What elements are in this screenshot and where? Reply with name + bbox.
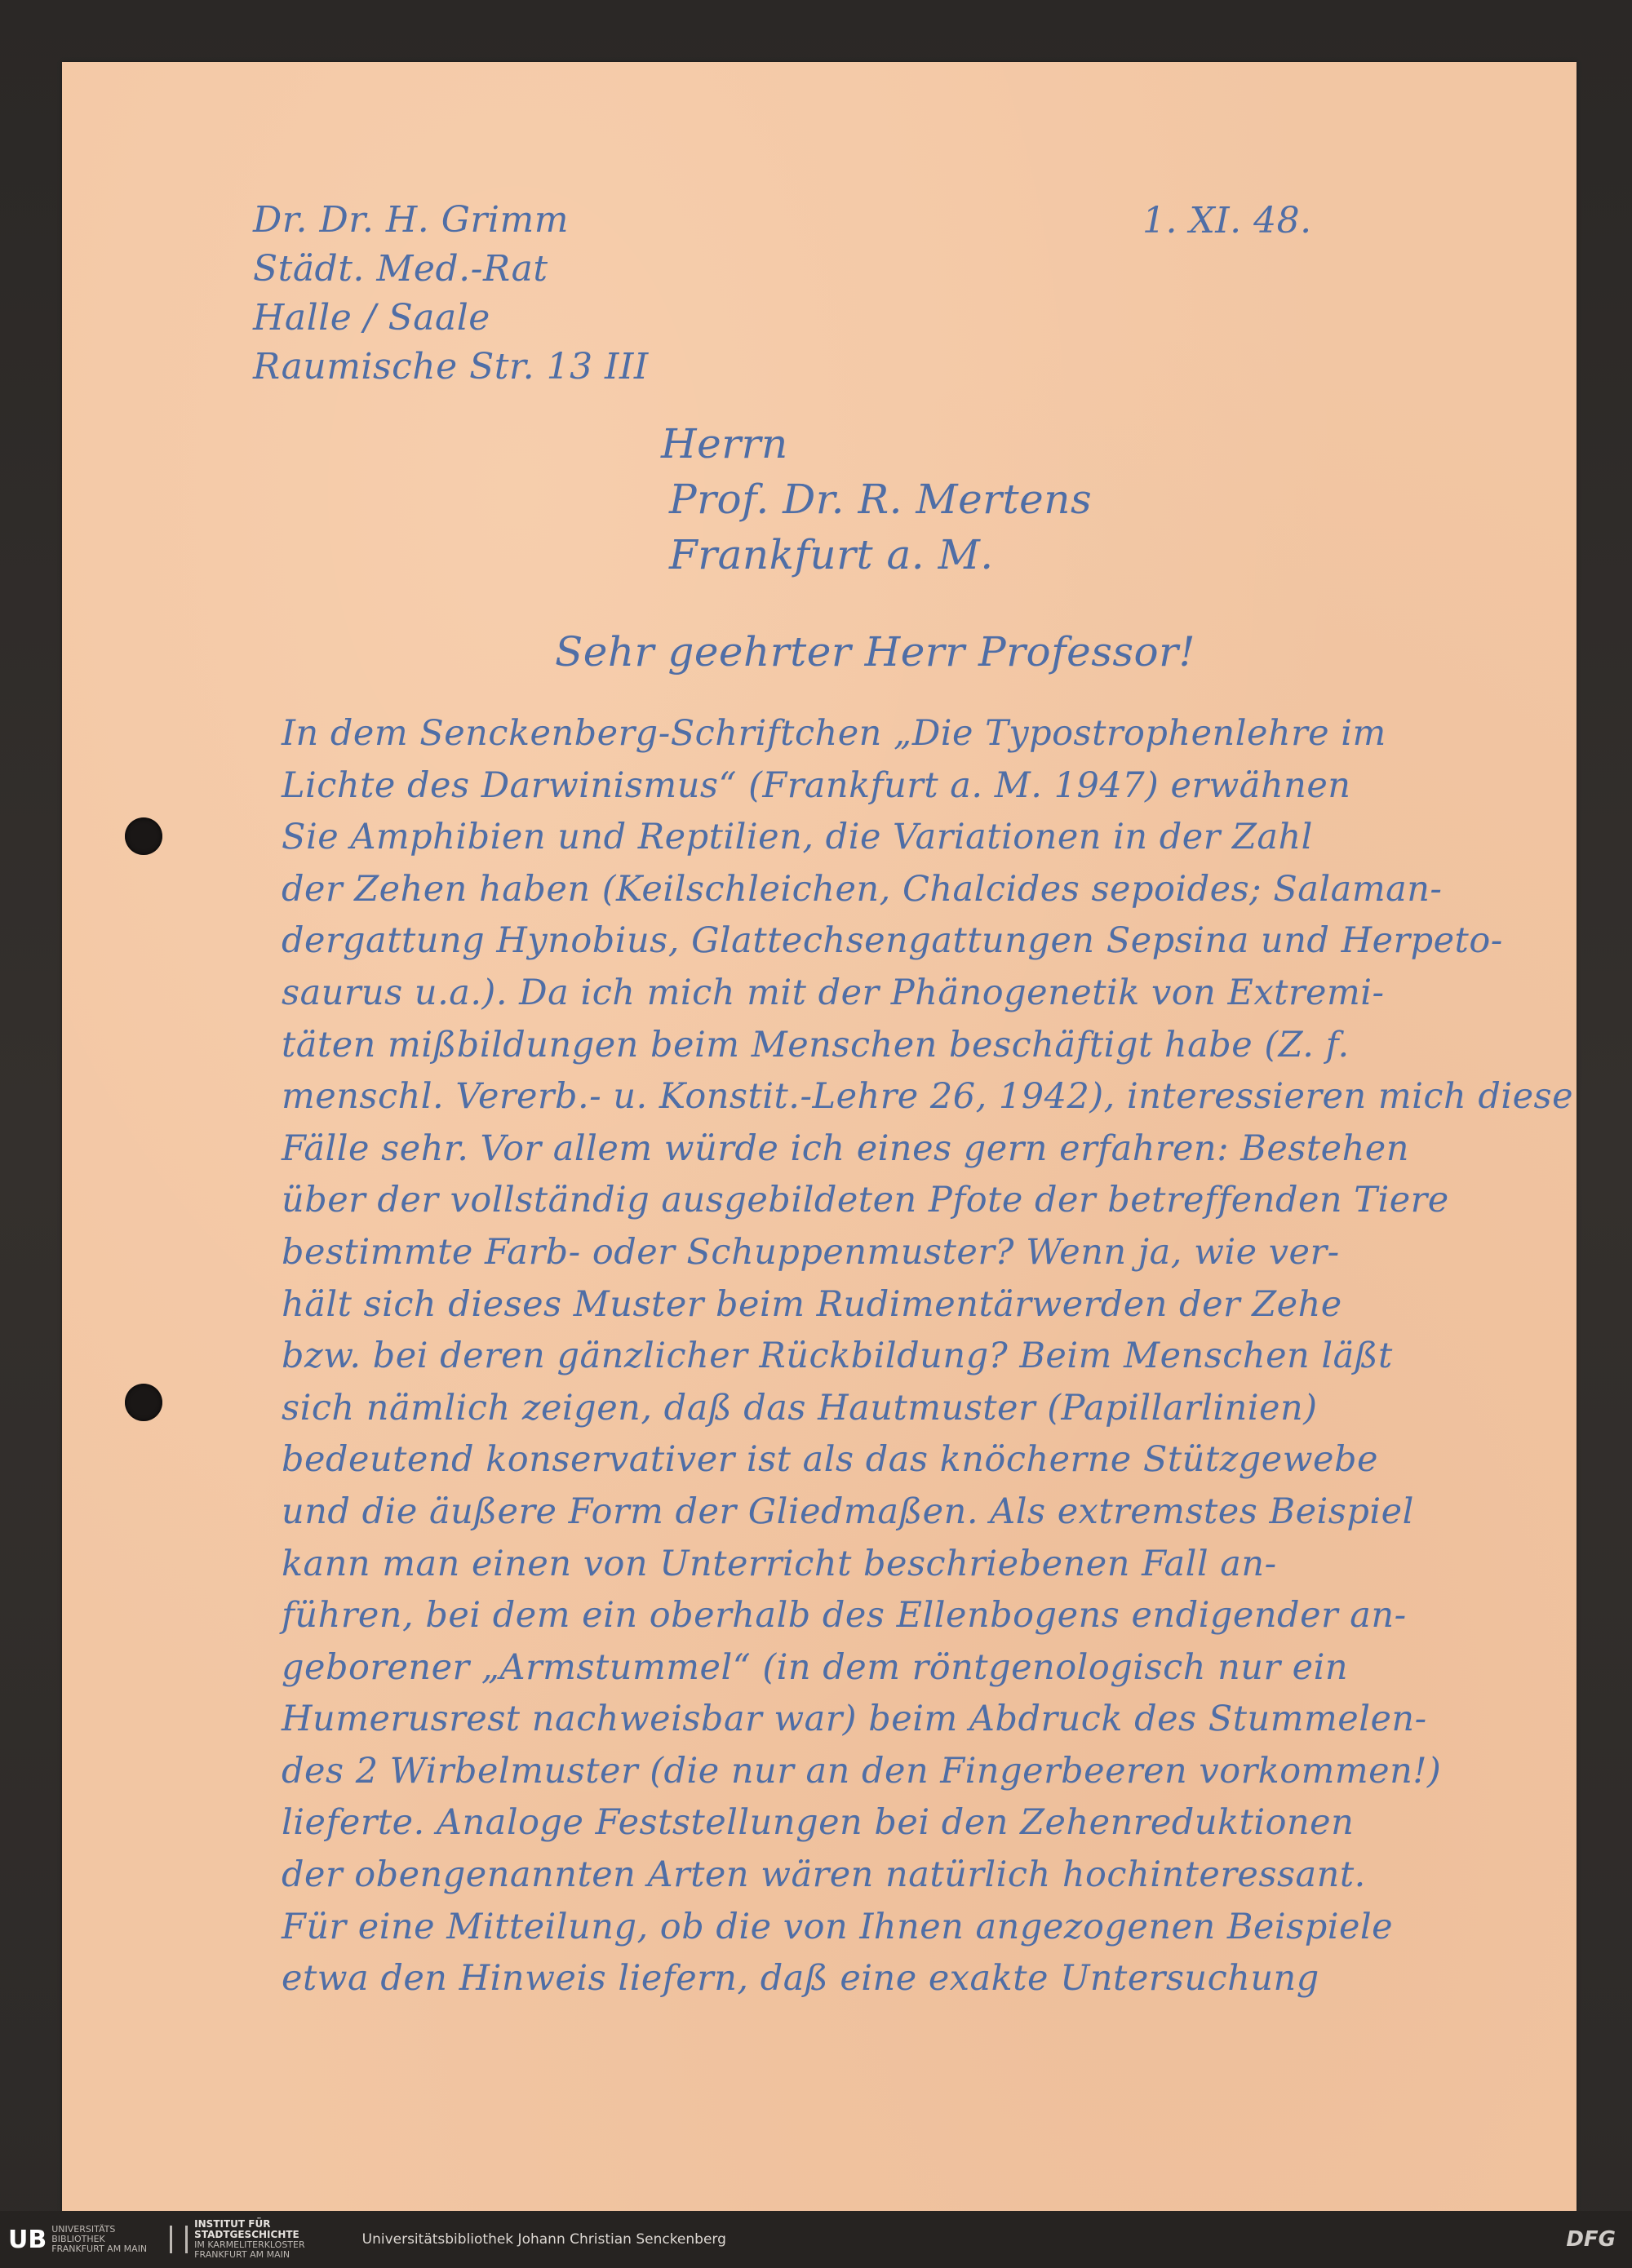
body-line: bedeutend konservativer ist als das knöcherne Stützgewebe <box>282 1439 1378 1481</box>
body-line: täten mißbildungen beim Menschen beschäftigt habe (Z. f. <box>282 1024 1350 1065</box>
dfg-logo: DFG <box>1566 2227 1616 2252</box>
ub-text-line: FRANKFURT AM MAIN <box>51 2244 148 2254</box>
body-line: Lichte des Darwinismus“ (Frankfurt a. M. 1947) erwähnen <box>282 764 1351 806</box>
body-line: bzw. bei deren gänzlicher Rückbildung? Beim Menschen läßt <box>282 1336 1393 1377</box>
body-line: geborener „Armstummel“ (in dem röntgenologisch nur ein <box>282 1646 1349 1688</box>
ub-logo <box>8 2225 147 2254</box>
body-line: sich nämlich zeigen, daß das Hautmuster (Papillarlinien) <box>282 1387 1318 1429</box>
body-line: Sie Amphibien und Reptilien, die Variationen in der Zahl <box>282 817 1313 858</box>
viewer-footer <box>0 2211 1632 2268</box>
body-line: über der vollständig ausgebildeten Pfote der betreffenden Tiere <box>282 1180 1449 1221</box>
sender-line: Halle / Saale <box>253 297 490 339</box>
body-line: hält sich dieses Muster beim Rudimentärwerden der Zehe <box>282 1283 1342 1325</box>
ub-text-line: UNIVERSITÄTS <box>51 2224 116 2235</box>
library-name: Universitätsbibliothek Johann Christian Senckenberg <box>361 2231 726 2248</box>
institute-logo-text <box>194 2219 304 2260</box>
body-line: und die äußere Form der Gliedmaßen. Als extremstes Beispiel <box>282 1491 1414 1532</box>
sender-address <box>253 196 649 392</box>
salutation: Sehr geehrter Herr Professor! <box>555 628 1196 676</box>
body-line: des 2 Wirbelmuster (die nur an den Fingerbeeren vorkommen!) <box>282 1750 1442 1792</box>
body-line: Für eine Mitteilung, ob die von Ihnen angezogenen Beispiele <box>282 1906 1394 1947</box>
body-line: Humerusrest nachweisbar war) beim Abdruck des Stummelen- <box>282 1699 1427 1740</box>
institute-text-line: IM KARMELITERKLOSTER <box>194 2239 305 2250</box>
institute-text-line: FRANKFURT AM MAIN <box>194 2249 290 2260</box>
body-line: führen, bei dem ein oberhalb des Ellenbogens endigender an- <box>282 1595 1407 1637</box>
body-line: dergattung Hynobius, Glattechsengattungen Sepsina und Herpeto- <box>282 920 1503 962</box>
recipient-line: Frankfurt a. M. <box>669 531 994 578</box>
institute-logo <box>170 2219 304 2260</box>
sender-line: Raumische Str. 13 III <box>253 346 649 388</box>
body-line: Fälle sehr. Vor allem würde ich eines gern erfahren: Bestehen <box>282 1127 1409 1169</box>
sender-line: Städt. Med.-Rat <box>253 248 548 290</box>
recipient-line: Prof. Dr. R. Mertens <box>669 476 1093 523</box>
punch-hole-lower <box>125 1384 162 1421</box>
ub-mark: UB <box>8 2225 47 2254</box>
institute-text-line: STADTGESCHICHTE <box>194 2229 299 2240</box>
institute-pillar-icon <box>170 2226 188 2253</box>
body-line: der Zehen haben (Keilschleichen, Chalcides sepoides; Salaman- <box>282 868 1443 910</box>
body-line: lieferte. Analoge Feststellungen bei den Zehenreduktionen <box>282 1802 1355 1844</box>
body-line: etwa den Hinweis liefern, daß eine exakte Untersuchung <box>282 1958 1319 2000</box>
body-line: bestimmte Farb- oder Schuppenmuster? Wenn ja, wie ver- <box>282 1231 1340 1273</box>
body-line: der obengenannten Arten wären natürlich hochinteressant. <box>282 1854 1366 1896</box>
punch-hole-upper <box>125 817 162 855</box>
letter-date: 1. XI. 48. <box>1142 200 1312 241</box>
ub-logo-text <box>51 2225 147 2254</box>
letter-body <box>282 708 1573 2005</box>
body-line: In dem Senckenberg-Schriftchen „Die Typostrophenlehre im <box>282 713 1386 754</box>
body-line: kann man einen von Unterricht beschriebenen Fall an- <box>282 1543 1277 1584</box>
ub-text-line: BIBLIOTHEK <box>51 2234 105 2244</box>
body-line: saurus u.a.). Da ich mich mit der Phänogenetik von Extremi- <box>282 972 1385 1013</box>
recipient-line: Herrn <box>661 420 788 467</box>
sender-line: Dr. Dr. H. Grimm <box>253 199 569 241</box>
institute-text-line: INSTITUT FÜR <box>194 2218 271 2230</box>
recipient-address <box>661 416 1092 583</box>
body-line: menschl. Vererb.- u. Konstit.-Lehre 26, 1942), interessieren mich diese <box>282 1076 1574 1118</box>
